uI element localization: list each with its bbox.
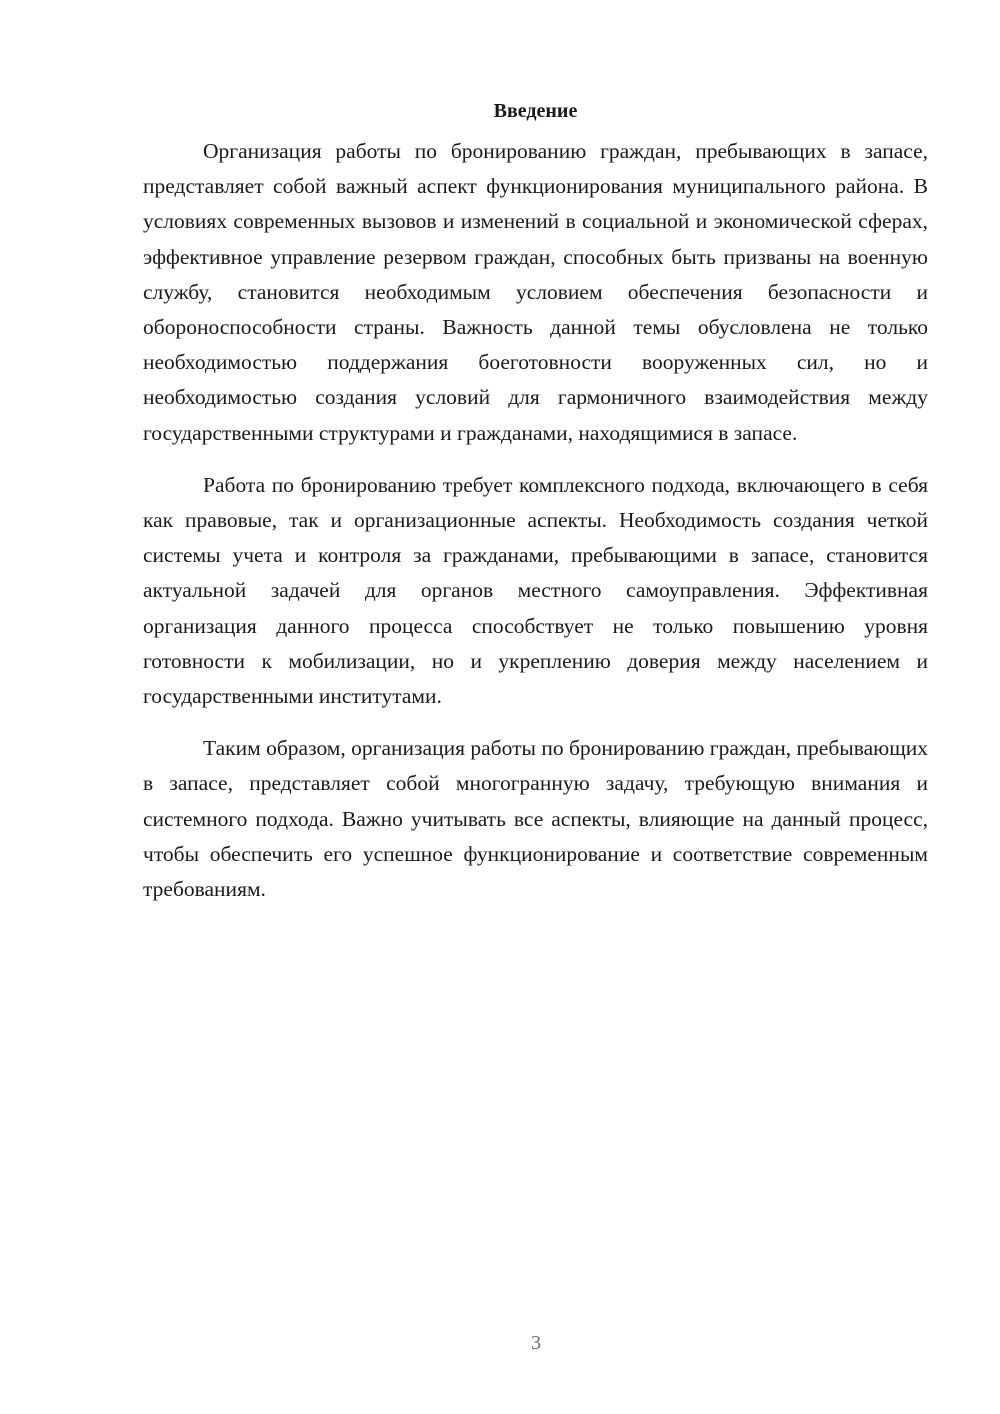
paragraph-3: Таким образом, организация работы по бронированию граждан, пребывающих в запасе, представляет собой многогранную задачу, требующую внимания и системного подхода. Важно учитывать все аспекты, влияющие на данный процесс, чтобы обеспечить его успешное функционирование и соответствие современным требованиям. [143,736,928,902]
page-number: 3 [531,1332,541,1354]
section-heading: Введение [493,100,578,122]
page-content [143,96,928,924]
paragraph-2: Работа по бронированию требует комплексного подхода, включающего в себя как правовые, так и организационные аспекты. Необходимость создания четкой системы учета и контроля за гражданами, пребывающими в запасе, становится актуальной задачей для органов местного самоуправления. Эффективная организация данного процесса способствует не только повышению уровня готовности к мобилизации, но и укреплению доверия между населением и государственными институтами. [143,472,928,709]
paragraph-1: Организация работы по бронированию граждан, пребывающих в запасе, представляет собой важный аспект функционирования муниципального района. В условиях современных вызовов и изменений в социальной и экономической сферах, эффективное управление резервом граждан, способных быть призваны на военную службу, становится необходимым условием обеспечения безопасности и обороноспособности страны. Важность данной темы обусловлена не только необходимостью поддержания боеготовности вооруженных сил, но и необходимостью создания условий для гармоничного взаимодействия между государственными структурами и гражданами, находящимися в запасе. [143,139,928,445]
